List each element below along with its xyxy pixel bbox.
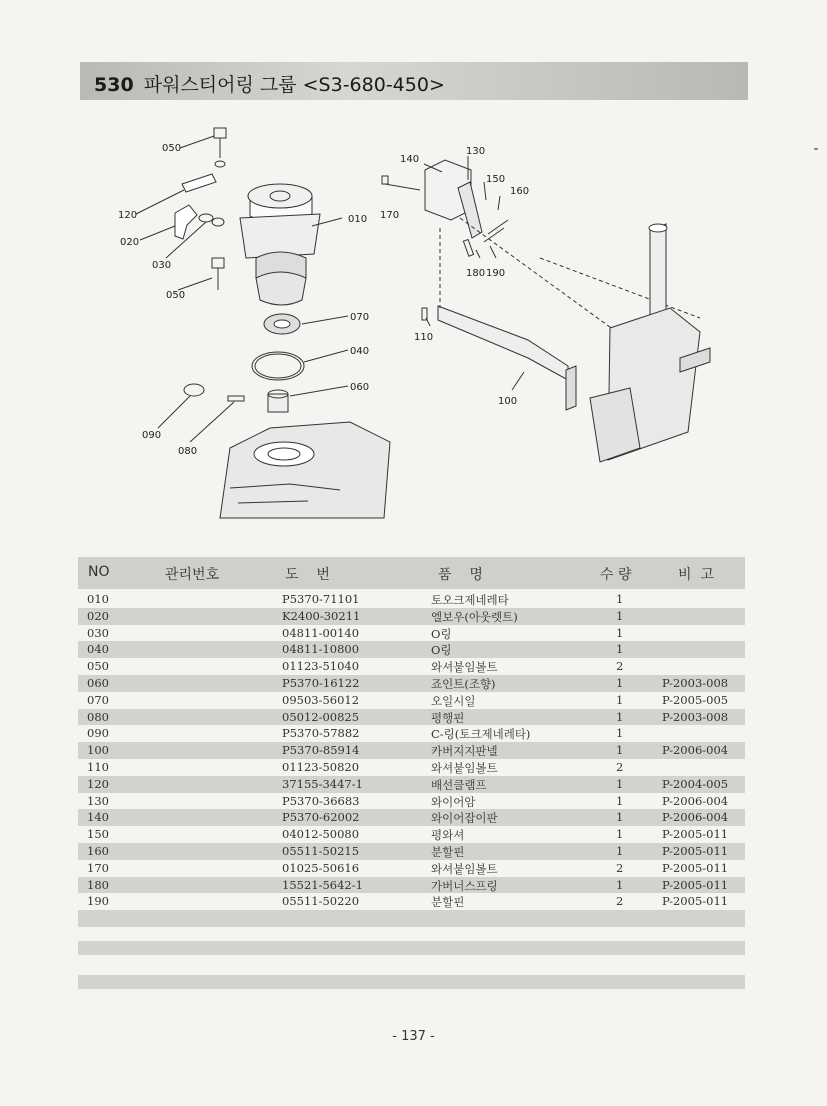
cell-no: 170 xyxy=(87,860,109,875)
callout-label: 140 xyxy=(400,154,420,165)
cell-code: 04811-10800 xyxy=(282,642,360,657)
callout-label: 110 xyxy=(414,332,434,343)
header-no: NO xyxy=(88,564,110,580)
cell-qty: 1 xyxy=(616,743,624,758)
cell-no: 100 xyxy=(87,743,109,758)
cell-code: 04012-50080 xyxy=(282,827,360,842)
cell-qty: 1 xyxy=(616,692,624,707)
cell-ref: P-2005-011 xyxy=(662,827,729,842)
cell-code: 37155-3447-1 xyxy=(282,776,363,791)
section-number: 530 xyxy=(94,74,134,96)
cell-code: K2400-30211 xyxy=(282,608,361,623)
cell-ref: P-2006-004 xyxy=(662,743,729,758)
cell-name: 평행핀 xyxy=(431,710,465,725)
callout-label: 180 xyxy=(466,268,486,279)
cell-ref: P-2004-005 xyxy=(662,776,729,791)
cell-name: 오일시일 xyxy=(431,693,476,708)
cell-no: 030 xyxy=(87,625,109,640)
table-body xyxy=(78,591,745,927)
cell-no: 130 xyxy=(87,793,109,808)
cell-qty: 2 xyxy=(616,759,624,774)
cell-qty: 2 xyxy=(616,894,624,909)
cell-ref: P-2006-004 xyxy=(662,793,729,808)
cell-qty: 2 xyxy=(616,860,624,875)
empty-row-stripe xyxy=(78,941,745,955)
cell-name: O링 xyxy=(431,643,452,658)
cell-qty: 1 xyxy=(616,827,624,842)
empty-row-stripe xyxy=(78,975,745,989)
callout-label: 030 xyxy=(152,260,172,271)
cell-code: 04811-00140 xyxy=(282,625,360,640)
cell-ref: P-2003-008 xyxy=(662,675,729,690)
callout-label: 130 xyxy=(466,146,486,157)
cell-name: 카버지지판넬 xyxy=(431,744,498,759)
cell-code: 01025-50616 xyxy=(282,860,360,875)
parts-table xyxy=(78,557,745,927)
table-row xyxy=(78,759,745,776)
cell-name: 분할핀 xyxy=(431,895,465,910)
cell-no: 160 xyxy=(87,843,109,858)
scan-mark xyxy=(814,148,818,150)
cell-code: 01123-51040 xyxy=(282,659,360,674)
callout-label: 150 xyxy=(486,174,506,185)
cell-ref: P-2003-008 xyxy=(662,709,729,724)
cell-name: C-링(토크제네레타) xyxy=(431,727,531,742)
cell-name: 토오크제네레타 xyxy=(431,593,509,607)
exploded-parts-diagram xyxy=(80,118,748,520)
cell-no: 090 xyxy=(87,726,109,741)
cell-ref: P-2005-011 xyxy=(662,843,729,858)
table-row xyxy=(78,692,745,709)
callout-label: 080 xyxy=(178,446,198,457)
cell-name: 분할핀 xyxy=(431,844,465,859)
cell-code: P5370-85914 xyxy=(282,743,360,758)
cell-ref: P-2005-005 xyxy=(662,692,729,707)
header-qty: 수 량 xyxy=(600,567,632,583)
table-row xyxy=(78,608,745,625)
table-row-empty xyxy=(78,910,745,927)
table-row xyxy=(78,843,745,860)
cell-code: 05012-00825 xyxy=(282,709,360,724)
callout-label: 040 xyxy=(350,346,370,357)
cell-no: 110 xyxy=(87,759,109,774)
cell-no: 190 xyxy=(87,894,109,909)
callout-label: 070 xyxy=(350,312,370,323)
cell-name: 와셔붙임볼트 xyxy=(431,660,498,675)
cell-name: 가버너스프링 xyxy=(431,878,498,893)
section-title-text: 파워스티어링 그룹 <S3-680-450> xyxy=(143,74,445,96)
cell-code: P5370-16122 xyxy=(282,675,360,690)
cell-name: 죠인트(조향) xyxy=(431,676,496,691)
cell-code: P5370-62002 xyxy=(282,810,360,825)
cell-name: 와셔붙임볼트 xyxy=(431,760,498,775)
table-row xyxy=(78,591,745,608)
callout-label: 020 xyxy=(120,237,140,248)
header-code: 도 번 xyxy=(285,567,330,583)
cell-qty: 1 xyxy=(616,776,624,791)
cell-no: 060 xyxy=(87,675,109,690)
section-title xyxy=(94,70,445,97)
cell-no: 010 xyxy=(87,592,109,606)
page-number: - 137 - xyxy=(392,1029,435,1044)
cell-qty: 1 xyxy=(616,709,624,724)
callout-label: 060 xyxy=(350,382,370,393)
cell-qty: 2 xyxy=(616,659,624,674)
table-row xyxy=(78,709,745,726)
callout-label: 160 xyxy=(510,186,530,197)
callout-label: 010 xyxy=(348,214,368,225)
table-row xyxy=(78,893,745,910)
callout-label: 090 xyxy=(142,430,162,441)
cell-qty: 1 xyxy=(616,877,624,892)
table-row xyxy=(78,658,745,675)
cell-code: P5370-57882 xyxy=(282,726,360,741)
table-row xyxy=(78,675,745,692)
cell-no: 080 xyxy=(87,709,109,724)
callout-label: 050 xyxy=(162,143,182,154)
cell-name: 배선클램프 xyxy=(431,777,487,792)
table-row xyxy=(78,860,745,877)
cell-name: 와셔붙임볼트 xyxy=(431,861,498,876)
cell-code: 01123-50820 xyxy=(282,759,360,774)
callout-label: 100 xyxy=(498,396,518,407)
cell-qty: 1 xyxy=(616,608,624,623)
cell-code: 09503-56012 xyxy=(282,692,360,707)
callout-label: 120 xyxy=(118,210,138,221)
table-row xyxy=(78,742,745,759)
cell-name: 와이어잡이판 xyxy=(431,811,498,826)
cell-no: 180 xyxy=(87,877,109,892)
cell-name: O링 xyxy=(431,626,452,641)
cell-no: 140 xyxy=(87,810,109,825)
cell-name: 엘보우(아웃렛트) xyxy=(431,609,518,624)
cell-qty: 1 xyxy=(616,793,624,808)
cell-qty: 1 xyxy=(616,675,624,690)
header-name: 품 명 xyxy=(438,567,483,583)
table-row xyxy=(78,877,745,894)
cell-code: 05511-50220 xyxy=(282,894,360,909)
callout-label: 190 xyxy=(486,268,506,279)
cell-qty: 1 xyxy=(616,810,624,825)
table-row xyxy=(78,826,745,843)
cell-qty: 1 xyxy=(616,726,624,741)
cell-code: P5370-71101 xyxy=(282,592,360,606)
table-row xyxy=(78,725,745,742)
cell-no: 040 xyxy=(87,642,109,657)
cell-no: 150 xyxy=(87,827,109,842)
cell-no: 050 xyxy=(87,659,109,674)
table-row xyxy=(78,776,745,793)
table-header xyxy=(78,557,745,589)
callout-label: 170 xyxy=(380,210,400,221)
table-row xyxy=(78,625,745,642)
table-row xyxy=(78,809,745,826)
callout-label: 050 xyxy=(166,290,186,301)
table-row xyxy=(78,793,745,810)
cell-name: 평와셔 xyxy=(431,828,465,843)
cell-no: 070 xyxy=(87,692,109,707)
cell-qty: 1 xyxy=(616,592,624,606)
cell-code: 05511-50215 xyxy=(282,843,360,858)
cell-code: P5370-36683 xyxy=(282,793,360,808)
cell-qty: 1 xyxy=(616,625,624,640)
header-ref: 비 고 xyxy=(678,567,714,583)
cell-qty: 1 xyxy=(616,642,624,657)
cell-name: 와이어암 xyxy=(431,794,476,809)
cell-ref: P-2005-011 xyxy=(662,894,729,909)
cell-no: 020 xyxy=(87,608,109,623)
section-title-bar xyxy=(80,62,748,100)
cell-ref: P-2005-011 xyxy=(662,860,729,875)
cell-qty: 1 xyxy=(616,843,624,858)
cell-no: 120 xyxy=(87,776,109,791)
table-row xyxy=(78,641,745,658)
cell-code: 15521-5642-1 xyxy=(282,877,363,892)
cell-ref: P-2005-011 xyxy=(662,877,729,892)
cell-ref: P-2006-004 xyxy=(662,810,729,825)
header-mgmt: 관리번호 xyxy=(165,567,220,583)
